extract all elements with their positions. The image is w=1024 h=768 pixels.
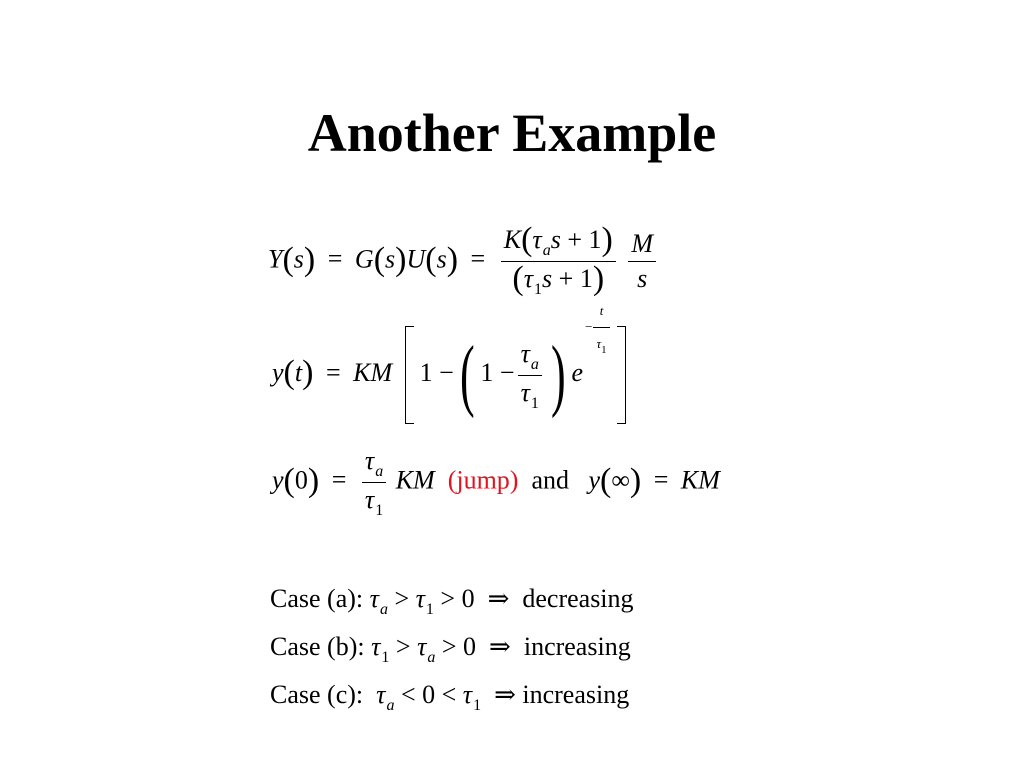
case-result: increasing bbox=[523, 632, 631, 661]
and-word: and bbox=[531, 465, 569, 495]
exponent: − $\frac{t}{\tau_1}$ bbox=[585, 296, 611, 360]
case-label: Case (b): bbox=[270, 632, 365, 661]
case-a-row: Case (a): $\tau_a > \tau_1 > 0$ ⇒ decreasing bbox=[270, 584, 634, 618]
case-b-row: Case (b): $\tau_1 > \tau_a > 0$ ⇒ increasing bbox=[270, 632, 631, 666]
right-bracket bbox=[617, 326, 626, 424]
time-constant-ratio: $\frac{\tau_a}{\tau_1}$ bbox=[518, 339, 542, 412]
laplace-output-equation: Y(s) = G(s)U(s) = $\frac{K(\tau_as + 1)}{(\tau_1s + 1)}$ $\frac{M}{s}$ bbox=[268, 225, 659, 298]
case-c-row: Case (c): $\tau_a < 0 < \tau_1$ ⇒ increasing bbox=[270, 680, 630, 714]
initial-final-value-equation: y(0) = $\frac{\tau_a}{\tau_1}$ KM (jump) and y(∞) = KM bbox=[272, 446, 720, 519]
case-label: Case (c): bbox=[270, 680, 364, 709]
case-label: Case (a): bbox=[270, 584, 364, 613]
case-result: decreasing bbox=[522, 584, 634, 613]
transfer-function-fraction: $\frac{K(\tau_as + 1)}{(\tau_1s + 1)}$ bbox=[501, 225, 616, 298]
jump-label: (jump) bbox=[447, 465, 519, 495]
case-result: increasing bbox=[522, 680, 630, 709]
time-response-equation: y(t) = KM 1 −( 1 − $\frac{\tau_a}{\tau_1}$ ) e− $\frac{t}{\tau_1}$ bbox=[272, 326, 632, 424]
step-input-fraction: $\frac{M}{s}$ bbox=[628, 229, 656, 294]
slide-title: Another Example bbox=[307, 103, 717, 163]
jump-ratio: $\frac{\tau_a}{\tau_1}$ bbox=[362, 446, 386, 519]
left-bracket bbox=[405, 326, 414, 424]
